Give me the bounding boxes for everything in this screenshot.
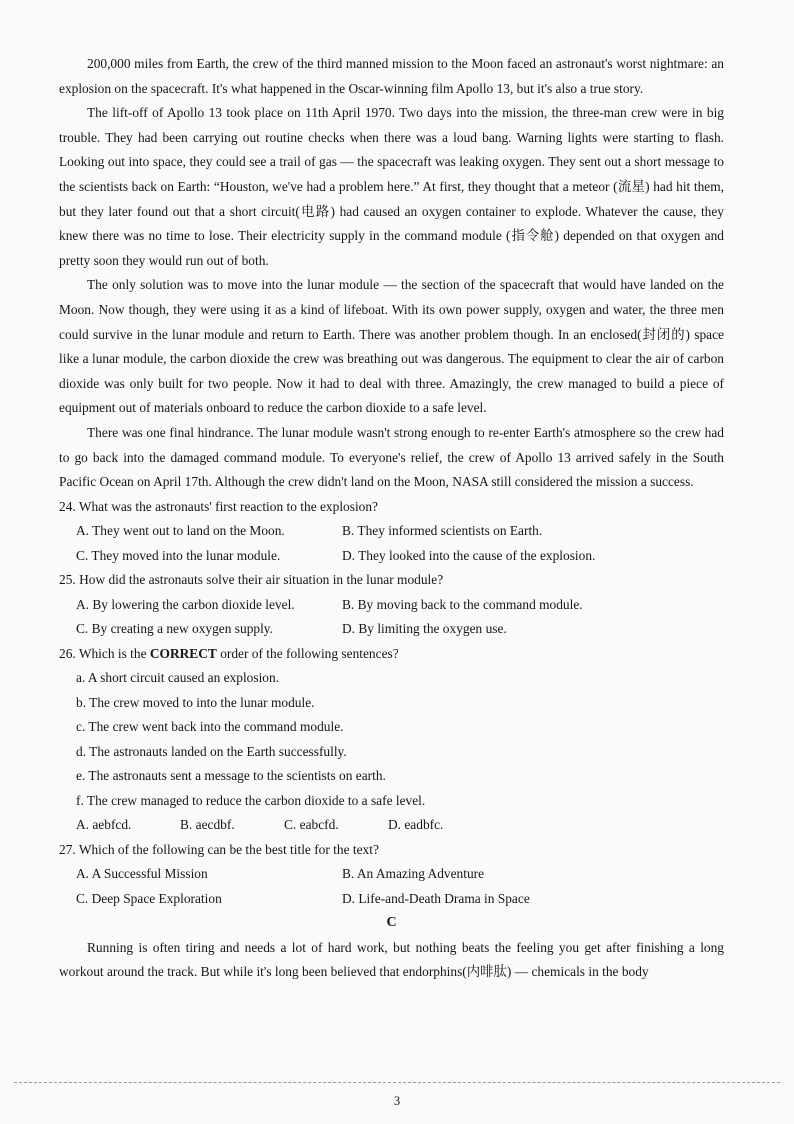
question-27-option-c: C. Deep Space Exploration	[76, 890, 222, 906]
question-26-item-c: c. The crew went back into the command module.	[76, 719, 344, 735]
question-25-option-c: C. By creating a new oxygen supply.	[76, 621, 273, 637]
question-24-options-row-1	[59, 519, 724, 544]
question-24-options-row-2	[59, 544, 724, 569]
question-27-option-a: A. A Successful Mission	[76, 866, 208, 882]
question-26-stem	[59, 642, 724, 667]
question-26-item-d: d. The astronauts landed on the Earth successfully.	[76, 743, 347, 759]
question-25-stem: 25. How did the astronauts solve their air situation in the lunar module?	[59, 572, 444, 588]
question-26-item-f: f. The crew managed to reduce the carbon dioxide to a safe level.	[76, 792, 426, 808]
question-26-stem-bold: CORRECT	[149, 645, 217, 661]
question-26-option-c: C. eabcfd.	[284, 817, 339, 833]
section-c-heading: C	[386, 915, 397, 931]
question-24-stem: 24. What was the astronauts' first reaction to the explosion?	[59, 498, 378, 514]
question-24-option-d: D. They looked into the cause of the explosion.	[342, 547, 596, 563]
passage-paragraph-2: The lift-off of Apollo 13 took place on 11th April 1970. Two days into the mission, the three-man crew were in big trouble. They had been carrying out routine checks when there was a loud bang. Warning lights were starting to flash. Looking out into space, they could see a trail of gas — the spacecraft was leaking oxygen. They sent out a short message to the scientists back on Earth: “Houston, we've had a problem here.” At first, they thought that a meteor (流星) had hit them, but they later found out that a short circuit(电路) had caused an oxygen container to explode. Whatever the cause, they knew there was no time to lose. Their electricity supply in the command module (指令舱) depended on that oxygen and pretty soon they would run out of both.	[59, 105, 724, 268]
page-content	[59, 52, 724, 985]
question-26-item-a: a. A short circuit caused an explosion.	[76, 670, 280, 686]
passage-paragraph-4: There was one final hindrance. The lunar module wasn't strong enough to re-enter Earth's atmosphere so the crew had to go back into the damaged command module. To everyone's relief, the crew of Apollo 13 arrived safely in the South Pacific Ocean on April 17th. Although the crew didn't land on the Moon, NASA still considered the mission a success.	[59, 424, 724, 490]
question-25-options-row-2	[59, 617, 724, 642]
question-26-stem-prefix: 26. Which is the	[59, 645, 150, 661]
question-26-option-d: D. eadbfc.	[388, 817, 444, 833]
question-25-option-b: B. By moving back to the command module.	[342, 596, 583, 612]
question-25-option-a: A. By lowering the carbon dioxide level.	[76, 596, 295, 612]
question-26-options-row	[59, 813, 724, 838]
question-25-option-d: D. By limiting the oxygen use.	[342, 621, 507, 637]
question-26-item-b: b. The crew moved to into the lunar module.	[76, 694, 315, 710]
question-25-options-row-1	[59, 593, 724, 618]
question-27-options-row-2	[59, 887, 724, 912]
question-26-stem-suffix: order of the following sentences?	[216, 645, 399, 661]
section-c-paragraph-1: Running is often tiring and needs a lot of hard work, but nothing beats the feeling you get after finishing a long workout around the track. But while it's long been believed that endorphins(内啡肽) — chemicals in the body	[59, 939, 724, 980]
question-26-option-a: A. aebfcd.	[76, 817, 132, 833]
question-27-options-row-1	[59, 862, 724, 887]
question-24-option-c: C. They moved into the lunar module.	[76, 547, 281, 563]
question-27-option-b: B. An Amazing Adventure	[342, 866, 485, 882]
question-26-item-e: e. The astronauts sent a message to the scientists on earth.	[76, 768, 386, 784]
passage-paragraph-3: The only solution was to move into the lunar module — the section of the spacecraft that would have landed on the Moon. Now though, they were using it as a kind of lifeboat. With its own power supply, oxygen and water, the three men could survive in the lunar module and return to Earth. There was another problem though. In an enclosed(封闭的) space like a lunar module, the carbon dioxide the crew was breathing out was dangerous. The equipment to clear the air of carbon dioxide was only built for two people. Now it had to deal with three. Amazingly, the crew managed to build a piece of equipment out of materials onboard to reduce the carbon dioxide to a safe level.	[59, 277, 724, 416]
question-27-stem: 27. Which of the following can be the best title for the text?	[59, 841, 379, 857]
question-27-option-d: D. Life-and-Death Drama in Space	[342, 890, 530, 906]
question-26-option-b: B. aecdbf.	[180, 817, 235, 833]
passage-paragraph-1: 200,000 miles from Earth, the crew of the third manned mission to the Moon faced an astronaut's worst nightmare: an explosion on the spacecraft. It's what happened in the Oscar-winning film Apollo 13, but it's also a true story.	[59, 56, 724, 96]
page-divider	[14, 1082, 780, 1083]
page-number: 3	[393, 1094, 401, 1108]
question-24-option-a: A. They went out to land on the Moon.	[76, 523, 285, 539]
question-24-option-b: B. They informed scientists on Earth.	[342, 523, 543, 539]
